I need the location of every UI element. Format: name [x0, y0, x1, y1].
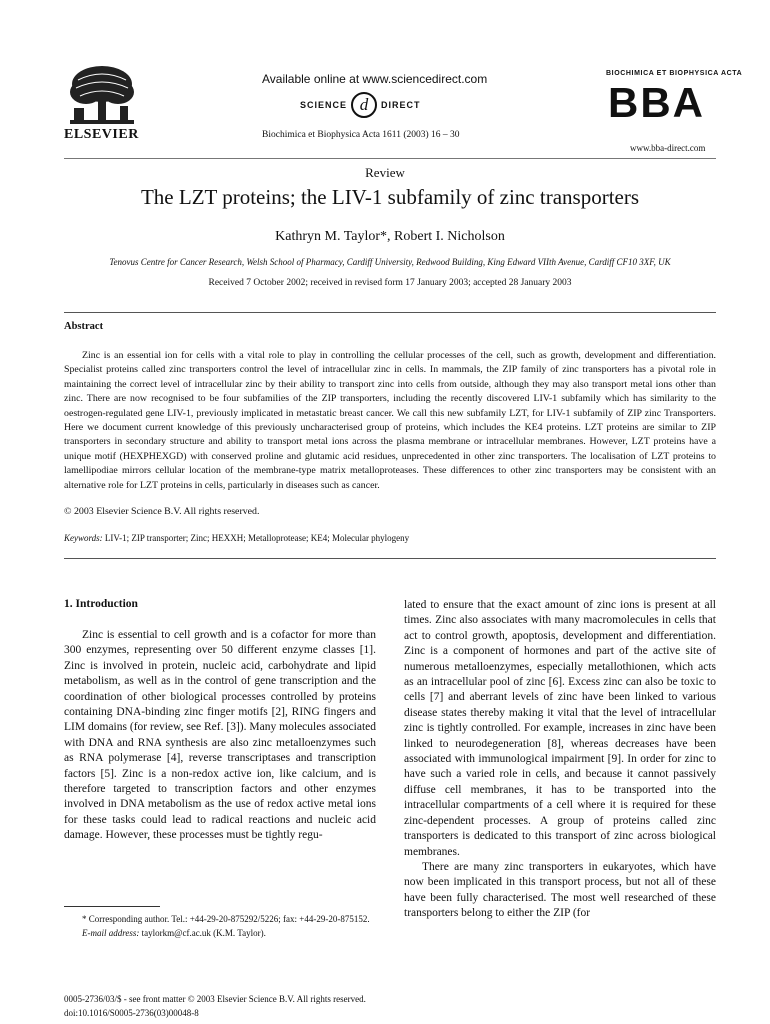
abstract-heading: Abstract — [64, 321, 104, 332]
front-matter-line: 0005-2736/03/$ - see front matter © 2003 Elsevier Science B.V. All rights reserved. — [64, 994, 366, 1004]
section-heading-introduction: 1. Introduction — [64, 598, 138, 610]
abstract-bottom-divider — [64, 558, 716, 559]
keywords-label: Keywords: — [64, 533, 103, 543]
sciencedirect-logo — [300, 92, 421, 118]
email-label: E-mail address: — [82, 928, 140, 938]
abstract-copyright: © 2003 Elsevier Science B.V. All rights reserved. — [64, 506, 260, 517]
bba-logo — [608, 79, 716, 127]
body-paragraph: There are many zinc transporters in eukaryotes, which have now been implicated in this transport process, but not all of these have been fully characterised. The most well researched of these transporters belong to either the ZIP (for — [404, 860, 716, 920]
sciencedirect-right: DIRECT — [381, 100, 421, 110]
body-left-column: Zinc is essential to cell growth and is a cofactor for more than 300 enzymes, representing over 50 different enzyme classes [1]. Zinc is involved in protein, nucleic acid, carbohydrate and lipid metabolism, as well as in the control of gene transcription and the coordination of other biological processes controlled by proteins containing DNA-binding zinc finger motifs [2], RING fingers and LIM domains (for review, see Ref. [3]). Many molecules associated with DNA and RNA synthesis are also zinc metalloenzymes such as RNA polymerase [4], reverse transcriptases and transcription factors [5]. Zinc is a non-redox active ion, like calcium, and is therefore targeted to transcription factors and other enzymes involved in DNA metabolism as the use of redox active metal ions for these tasks could lead to radical reactions and nucleic acid damage. However, these processes must be tightly regu- — [64, 629, 376, 842]
body-right-column — [404, 598, 716, 922]
sciencedirect-left: SCIENCE — [300, 100, 348, 110]
available-online-text: Available online at www.sciencedirect.com — [262, 72, 488, 86]
email-line — [64, 926, 376, 940]
email-address[interactable]: taylorkm@cf.ac.uk (K.M. Taylor). — [141, 928, 266, 938]
journal-reference: Biochimica et Biophysica Acta 1611 (2003) 16 – 30 — [262, 130, 460, 140]
abstract-body: Zinc is an essential ion for cells with a vital role to play in controlling the cellular processes of the cell, such as growth, development and differentiation. Specialist proteins called zinc transporters control the level of intracellular zinc in cells. In mammals, the ZIP family of zinc transporters has a pivotal role in maintaining the correct level of intracellular zinc by their ability to transport zinc into cells from outside, although they may also transport metal ions other than zinc. There are now recognised to be four subfamilies of the ZIP transporters, including the recently discovered LIV-1 subfamily which has similarity to the oestrogen-regulated gene LIV-1, previously implicated in metastatic breast cancer. We call this new subfamily LZT, for LIV-1 subfamily of ZIP zinc Transporters. Here we document current knowledge of this previously uncharacterised group of proteins, which includes the KE4 proteins. LZT proteins are similar to ZIP transporters in secondary structure and ability to transport metal ions across the plasma membrane or intracellular membranes. However, LZT proteins have a unique motif (HEXPHEXGD) with conserved proline and glutamic acid residues, unprecedented in other zinc transporters. The localisation of LZT proteins to lamellipodiae mirrors cellular location of the membrane-type matrix metalloproteases. These differences to other zinc transporters may be consistent with an alternative role for LZT proteins in cells, particularly in diseases such as cancer. — [64, 350, 716, 491]
received-dates: Received 7 October 2002; received in revised form 17 January 2003; accepted 28 January 2003 — [208, 278, 572, 288]
bba-url: www.bba-direct.com — [630, 143, 706, 153]
affiliation: Tenovus Centre for Cancer Research, Welsh School of Pharmacy, Cardiff University, Redwood Building, King Edward VIIth Avenue, Cardiff CF10 3XF, UK — [109, 257, 671, 267]
keywords — [64, 533, 409, 543]
doi-line: doi:10.1016/S0005-2736(03)00048-8 — [64, 1008, 199, 1018]
article-type: Review — [365, 165, 405, 180]
corresponding-author-note: * Corresponding author. Tel.: +44-29-20-875292/5226; fax: +44-29-20-875152. — [82, 914, 370, 924]
bba-banner: BIOCHIMICA ET BIOPHYSICA ACTA — [606, 70, 743, 77]
abstract-top-divider — [64, 312, 716, 313]
footnote — [64, 912, 376, 940]
author-list: Kathryn M. Taylor*, Robert I. Nicholson — [275, 229, 505, 244]
header-divider — [64, 158, 716, 159]
article-title: The LZT proteins; the LIV-1 subfamily of zinc transporters — [140, 185, 640, 209]
keywords-list: LIV-1; ZIP transporter; Zinc; HEXXH; Metalloprotease; KE4; Molecular phylogeny — [104, 533, 410, 543]
publisher-name: ELSEVIER — [64, 127, 139, 142]
bba-logo-text: BBA — [608, 79, 705, 126]
footnote-divider — [64, 906, 160, 907]
sciencedirect-d-icon: d — [351, 92, 377, 118]
body-paragraph: lated to ensure that the exact amount of zinc ions is present at all times. Zinc also associates with many macromolecules in cells that act to control growth, apoptosis, development and differentiation. Zinc is a component of hormones and part of the active site of numerous metalloenzymes, especially metallothionen, which acts as an intracellular pool of zinc [6]. Excess zinc can also be toxic to cells [7] and aberrant levels of zinc have been linked to various disease states thereby making it vital that the level of intracellular zinc is tightly controlled. For example, increases in zinc have been linked to neurodegeneration [8], whereas decreases have been associated with immunological impairment [9]. In order for zinc to have such a varied role in cells, and because it cannot passively diffuse cell membranes, it has to be transported into the intracellular compartments of a cell where it is required for these zinc-dependent processes. A group of proteins called zinc transporters is dedicated to this transport of zinc across biological membranes. — [404, 599, 716, 858]
